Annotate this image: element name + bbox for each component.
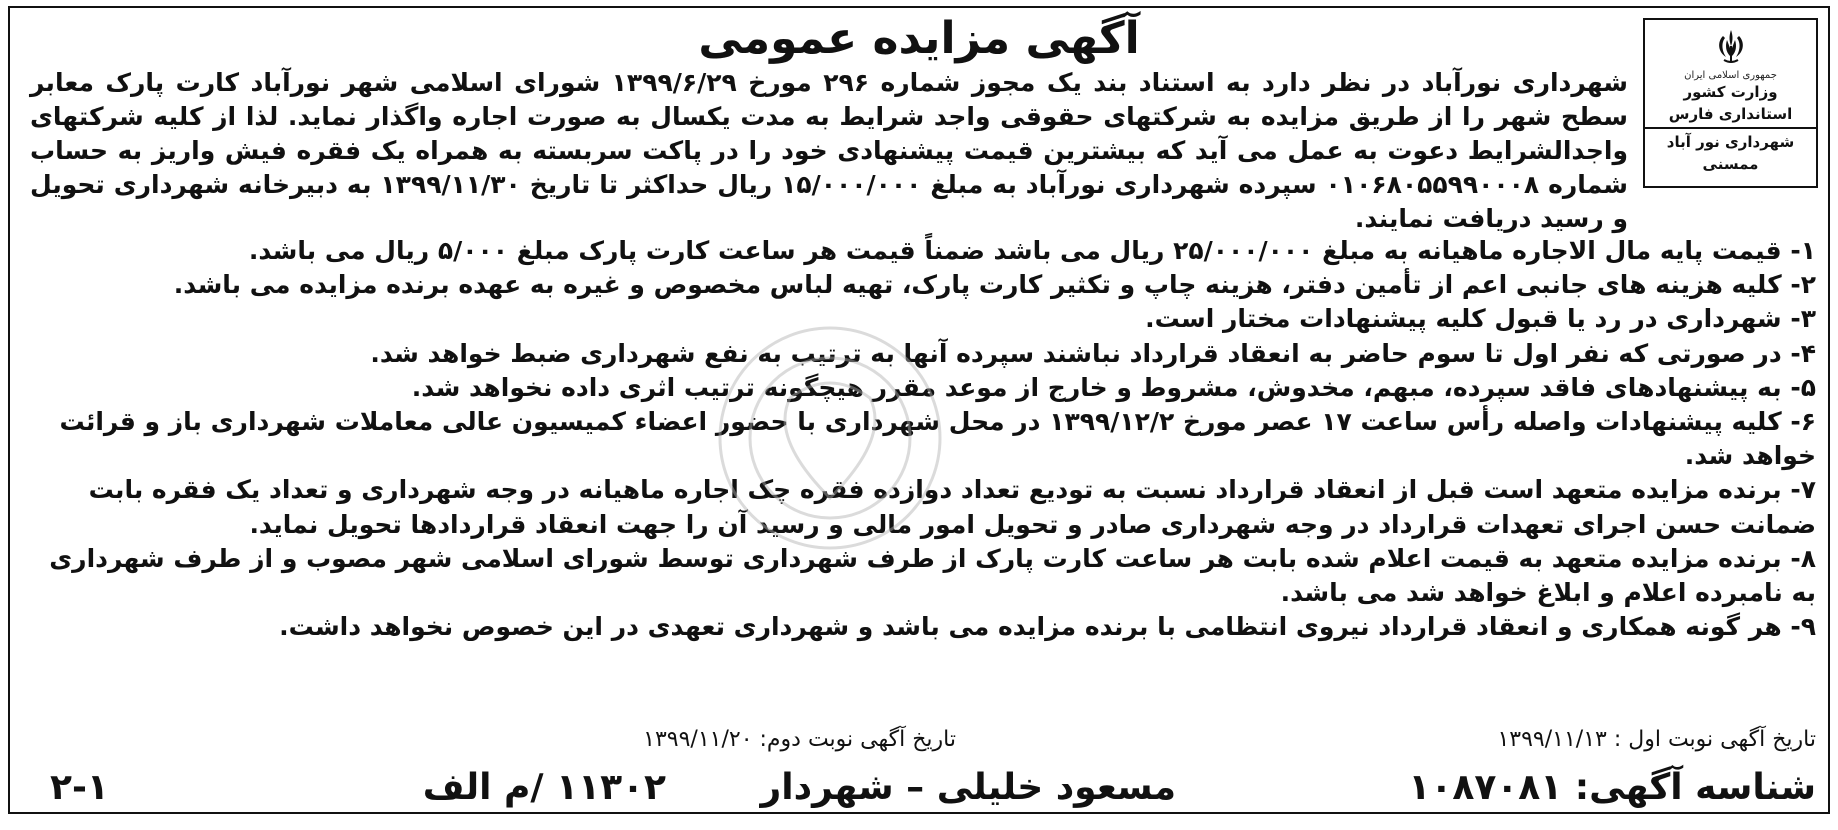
condition-item: ۱- قیمت پایه مال الاجاره ماهیانه به مبلغ ۲۵/۰۰۰/۰۰۰ ریال می باشد ضمناً قیمت هر ساعت کارت پارک مبلغ ۵/۰۰۰ ریال می باشد. [248, 236, 1816, 265]
ministry-label: وزارت کشور [1683, 83, 1778, 101]
intro-text: شهرداری نورآباد در نظر دارد به استناد بند یک مجوز شماره ۲۹۶ مورخ ۱۳۹۹/۶/۲۹ شورای اسلامی شهر نورآباد کارت پارک معابر سطح شهر را از طریق مزایده به شرکتهای حقوقی واجد شرایط به مدت یکسال به صورت اجاره واگذار نماید. لذا از کلیه شرکتهای واجدالشرایط دعوت به عمل می آید که بیشترین قیمت پیشنهادی خود را در پاکت سربسته به همراه یک فقره فیش واریز به حساب شماره ۰۱۰۶۸۰۵۵۹۹۰۰۰۸ سپرده شهرداری نورآباد به مبلغ ۱۵/۰۰۰/۰۰۰ ریال حداکثر تا تاریخ ۱۳۹۹/۱۱/۳۰ به دبیرخانه شهرداری تحویل و رسید دریافت نمایند. [30, 68, 1629, 233]
first-publication-date: تاریخ آگهی نوبت اول : ۱۳۹۹/۱۱/۱۳ [1497, 727, 1816, 752]
ad-id: شناسه آگهی: ۱۰۸۷۰۸۱ [1408, 767, 1816, 808]
condition-item: ۹- هر گونه همکاری و انعقاد قرارداد نیروی انتظامی با برنده مزایده می باشد و شهرداری تعهدی در این خصوص نخواهد داشت. [279, 612, 1816, 642]
governorate-label: استانداری فارس [1668, 105, 1793, 123]
condition-item: ۶- کلیه پیشنهادات واصله رأس ساعت ۱۷ عصر مورخ ۱۳۹۹/۱۲/۲ در محل شهرداری با حضور اعضاء کمیسیون عالی معاملات شهرداری باز و قرائت خواهد شد. [59, 407, 1816, 471]
condition-item: ۲- کلیه هزینه های جانبی اعم از تأمین دفتر، هزینه چاپ و تکثیر کارت پارک، تهیه لباس مخصوص و غیره به عهده برنده مزایده می باشد. [173, 270, 1816, 300]
publication-dates [30, 724, 1816, 756]
logo-caption: جمهوری اسلامی ایران [1684, 70, 1777, 81]
second-publication-date: تاریخ آگهی نوبت دوم: ۱۳۹۹/۱۱/۲۰ [643, 727, 956, 752]
condition-item: ۴- در صورتی که نفر اول تا سوم حاضر به انعقاد قرارداد نباشند سپرده آنها به ترتیب به نفع شهرداری ضبط خواهد شد. [370, 338, 1816, 368]
iran-emblem-icon [1711, 26, 1751, 66]
condition-item: ۵- به پیشنهادهای فاقد سپرده، مبهم، مخدوش، مشروط و خارج از موعد مقرر هیچگونه ترتیب اثری داده نخواهد شد. [411, 372, 1816, 402]
notice-frame [8, 6, 1830, 814]
municipality-label: شهرداری نور آباد ممسنی [1645, 127, 1816, 175]
notice-title: آگهی مزایده عمومی [698, 13, 1140, 64]
conditions-list [30, 234, 1816, 644]
signatory: مسعود خلیلی – شهردار [760, 767, 1176, 808]
page-part: ۲-۱ [50, 767, 109, 808]
reference-number: ۱۱۳۰۲ /م الف [422, 767, 666, 808]
condition-item: ۸- برنده مزایده متعهد به قیمت اعلام شده بابت هر ساعت کارت پارک از طرف شهرداری توسط شورای اسلامی شهر مصوب و از طرف شهرداری به نامبرده اعلام و ابلاغ خواهد شد می باشد. [49, 543, 1816, 608]
condition-item: ۷- برنده مزایده متعهد است قبل از انعقاد قرارداد نسبت به تودیع تعداد دوازده فقره چک اجاره ماهیانه در وجه شهرداری و تعداد یک فقره بابت ضمانت حسن اجرای تعهدات قرارداد در وجه شهرداری صادر و تحویل امور مالی و رسید آن را جهت انعقاد قراردادها تحویل نماید. [88, 475, 1816, 539]
condition-item: ۳- شهرداری در رد یا قبول کلیه پیشنهادات مختار است. [1145, 304, 1816, 334]
logo-box [1643, 18, 1818, 188]
intro-paragraph [30, 66, 1628, 236]
notice-footer [30, 764, 1816, 812]
